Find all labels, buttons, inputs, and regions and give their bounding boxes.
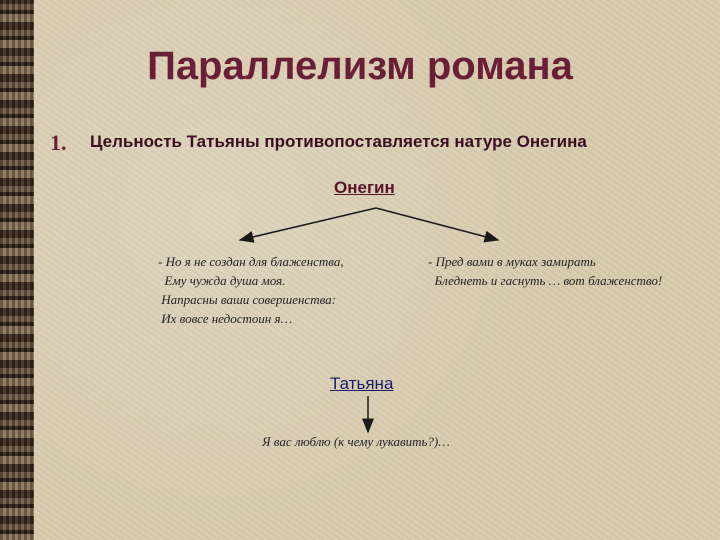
tatyana-heading: Татьяна [330,374,394,393]
slide-subtitle: Цельность Татьяны противопоставляется натуре Онегина [90,132,587,151]
list-number: 1. [50,130,67,155]
tatyana-quote: Я вас люблю (к чему лукавить?)… [262,434,450,449]
arrow-left [240,208,376,240]
onegin-heading: Онегин [334,178,395,197]
arrow-right [376,208,498,240]
slide-title: Параллелизм романа [147,44,573,88]
onegin-quote-right: - Пред вами в муках замирать Бледнеть и гаснуть … вот блаженство! [428,254,663,288]
onegin-quote-left: - Но я не создан для блаженства, Ему чужда душа моя. Напрасны ваши совершенства: Их вовсе недостоин я… [158,254,344,326]
